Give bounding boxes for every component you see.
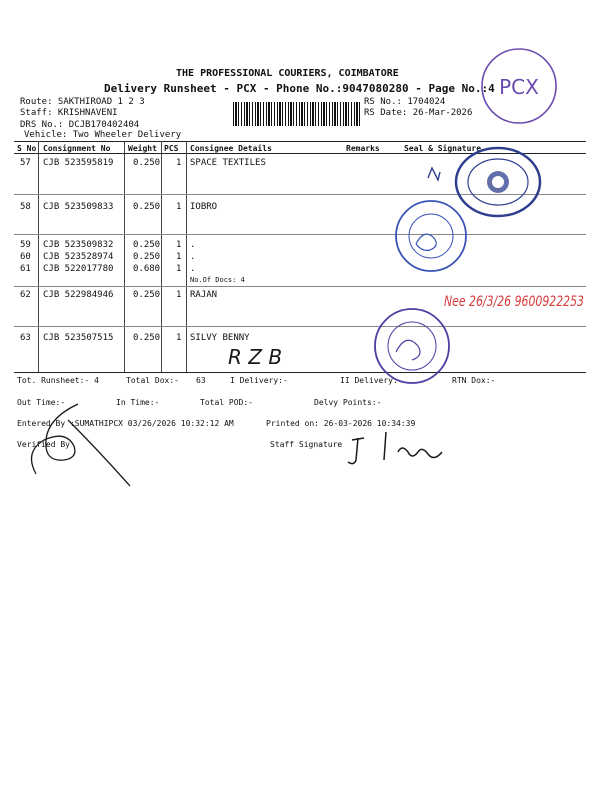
row-57-consignee: SPACE TEXTILES [190,158,266,168]
row-63-sno: 63 [20,333,31,343]
total-pod: Total POD:- [200,398,253,407]
row-60-sno: 60 [20,252,31,262]
row-57-sno: 57 [20,158,31,168]
row-59-pcs: 1 [176,240,182,250]
route: Route: SAKTHIROAD 1 2 3 [20,97,145,107]
row-63-weight: 0.250 [133,333,161,343]
col-weight: Weight [128,144,157,153]
staff: Staff: KRISHNAVENI [20,108,118,118]
staff-signature [348,432,442,464]
row-59-consignee: . [190,240,196,250]
row-58-sno: 58 [20,202,31,212]
row-57-weight: 0.250 [133,158,161,168]
col-consignee: Consignee Details [190,144,272,153]
tot-runsheet: Tot. Runsheet:- 4 [17,376,99,385]
row-62-pcs: 1 [176,290,182,300]
col-consignment: Consignment No [43,144,111,153]
col-sno: S No [17,144,37,153]
row-61-weight: 0.680 [133,264,161,274]
row-62-cno: CJB 522984946 [43,290,114,300]
bank-seal-2 [375,309,449,383]
row-63-pcs: 1 [176,333,182,343]
in-time: In Time:- [116,398,160,407]
row-58-weight: 0.250 [133,202,161,212]
staff-signature-label: Staff Signature [270,440,343,449]
bank-seal-1 [396,201,466,271]
runsheet-title: Delivery Runsheet - PCX - Phone No.:9047080280 - Page No.:4 [104,82,495,95]
verified-by: Verified By [17,440,70,449]
row-62-weight: 0.250 [133,290,161,300]
delvy-points: Delvy Points:- [314,398,382,407]
row-61-pcs: 1 [176,264,182,274]
row-58-pcs: 1 [176,202,182,212]
ii-delivery: II Delivery:- [340,376,403,385]
handwritten-rzb: R Z B [228,345,283,369]
pcx-stamp-text: PCX [499,75,539,99]
row-58-cno: CJB 523509833 [43,202,114,212]
row-59-weight: 0.250 [133,240,161,250]
row-59-cno: CJB 523509832 [43,240,114,250]
i-delivery: I Delivery:- [230,376,288,385]
row-60-consignee: . [190,252,196,262]
row-59-sno: 59 [20,240,31,250]
handwritten-mark-blue [428,168,440,180]
handwritten-note-red [444,294,584,310]
row-62-sno: 62 [20,290,31,300]
printed-on: Printed on: 26-03-2026 10:34:39 [266,419,416,428]
out-time: Out Time:- [17,398,66,407]
total-dox-label: Total Dox:- [126,376,179,385]
rs-date: RS Date: 26-Mar-2026 [364,108,473,118]
drs-value: DCJB170402404 [68,120,140,130]
row-57-pcs: 1 [176,158,182,168]
vehicle: Vehicle: Two Wheeler Delivery [24,130,182,140]
handwritten-note-text: Nee 26/3/26 9600922253 [444,294,584,310]
row-60-weight: 0.250 [133,252,161,262]
row-61-sno: 61 [20,264,31,274]
col-seal: Seal & Signature [404,144,482,153]
courier-seal [456,148,540,216]
row-60-cno: CJB 523528974 [43,252,114,262]
col-remarks: Remarks [346,144,380,153]
row-61-cno: CJB 522017780 [43,264,114,274]
no-of-docs: No.Of Docs: 4 [190,276,245,284]
verified-signature [32,404,131,486]
row-61-consignee: . [190,264,196,274]
row-63-cno: CJB 523507515 [43,333,114,343]
drs-label: DRS No.: [20,120,64,130]
row-62-consignee: RAJAN [190,290,218,300]
row-63-consignee: SILVY BENNY [190,333,250,343]
total-dox-value: 63 [196,376,206,385]
row-60-pcs: 1 [176,252,182,262]
pcx-stamp [482,49,556,123]
entered-by: Entered By :SUMATHIPCX 03/26/2026 10:32:12 AM [17,419,234,428]
rtn-dox: RTN Dox:- [452,376,496,385]
col-pcs: PCS [164,144,179,153]
row-58-consignee: IOBRO [190,202,218,212]
row-57-cno: CJB 523595819 [43,158,114,168]
rs-no: RS No.: 1704024 [364,97,446,107]
company-title: THE PROFESSIONAL COURIERS, COIMBATORE [176,68,399,79]
